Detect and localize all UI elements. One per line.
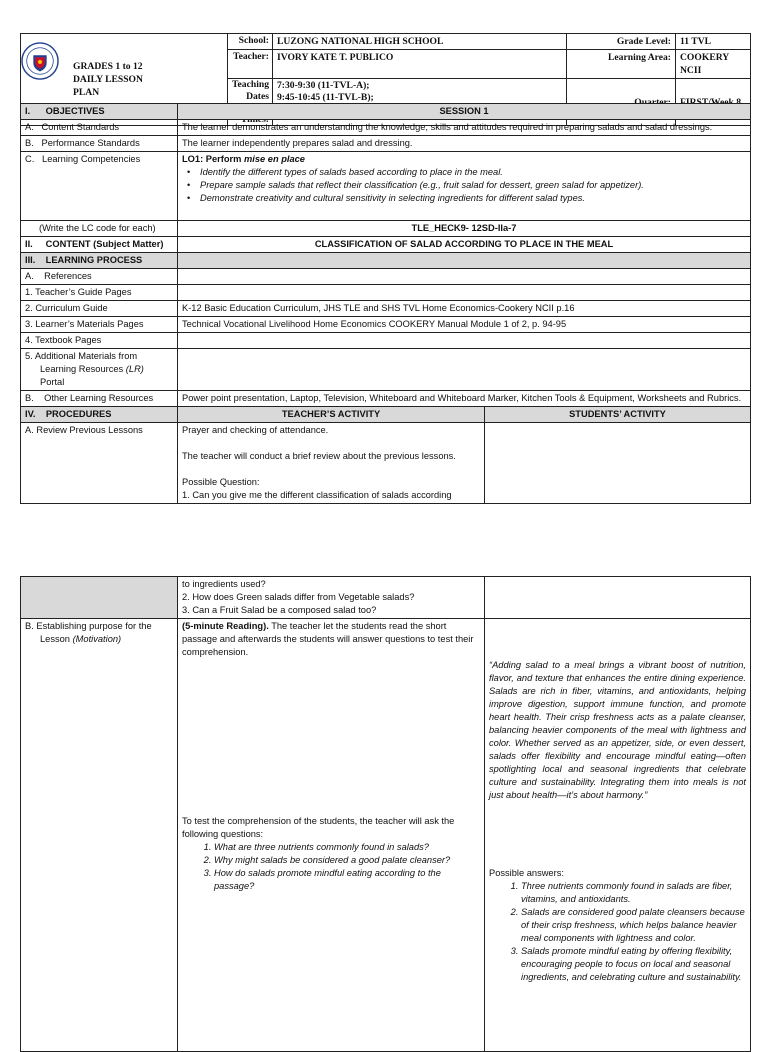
- answers-label: Possible answers:: [489, 868, 564, 878]
- question-item: 1. What are three nutrients commonly found in salads?: [214, 841, 480, 854]
- lc-item: • Prepare sample salads that reflect their classification (e.g., fruit salad for dessert, green salad for appetizer).: [200, 179, 746, 192]
- dlp-title: GRADES 1 to 12 DAILY LESSON PLAN: [21, 34, 228, 126]
- performance-standards-label: B. Performance Standards: [21, 136, 178, 152]
- teacher-label: Teacher:: [228, 50, 273, 79]
- quarter-value: FIRST/Week 8: [676, 79, 751, 126]
- review-teacher-activity: Prayer and checking of attendance. The teacher will conduct a brief review about the previous lessons. Possible Question: 1. Can you give me the different classification of salads according: [178, 423, 485, 504]
- other-resources-label: B. Other Learning Resources: [21, 391, 178, 407]
- area-label: Learning Area:: [567, 50, 676, 79]
- learning-process-heading: III. LEARNING PROCESS: [21, 253, 178, 269]
- times-value: 7:30-9:30 (11-TVL-A); 9:45-10:45 (11-TVL-B); 9:45-10:45 (11-TVL-ALS) Monday: [273, 79, 567, 126]
- learning-competencies-label: C. Learning Competencies: [21, 152, 178, 221]
- review-label: A. Review Previous Lessons: [21, 423, 178, 504]
- learning-competencies-value: [178, 152, 751, 221]
- purpose-teacher-activity: [178, 619, 485, 1052]
- additional-materials-label: 5. Additional Materials from Learning Resources (LR) Portal: [21, 349, 178, 391]
- lc-item: • Demonstrate creativity and cultural sensitivity in selecting ingredients for different salad types.: [200, 192, 746, 205]
- review-continued-teacher: to ingredients used? 2. How does Green salads differ from Vegetable salads? 3. Can a Fruit Salad be a composed salad too?: [178, 577, 485, 619]
- learners-materials-value: Technical Vocational Livelihood Home Economics COOKERY Manual Module 1 of 2, p. 94-95: [178, 317, 751, 333]
- curriculum-guide-value: K-12 Basic Education Curriculum, JHS TLE and SHS TVL Home Economics-Cookery NCII p.16: [178, 301, 751, 317]
- answer-item: 3. Salads promote mindful eating by offering flexibility, encouraging people to focus on local and seasonal ingredients, and celebrating culture and sustainability.: [521, 945, 746, 984]
- content-label: II. CONTENT (Subject Matter): [21, 237, 178, 253]
- procedures-heading: IV. PROCEDURES: [21, 407, 178, 423]
- answer-item: 2. Salads are considered good palate cleansers because of their crisp freshness, which helps balance heavier meal components with lightness and color.: [521, 906, 746, 945]
- grade-label: Grade Level:: [567, 34, 676, 50]
- dates-label: Teaching Dates and Times:: [228, 79, 273, 126]
- review-students-activity: [485, 423, 751, 504]
- answer-list: [489, 880, 746, 984]
- session-heading: SESSION 1: [178, 104, 751, 120]
- teacher-activity-heading: TEACHER’S ACTIVITY: [178, 407, 485, 423]
- lc-code-label: (Write the LC code for each): [21, 221, 178, 237]
- content-value: CLASSIFICATION OF SALAD ACCORDING TO PLACE IN THE MEAL: [178, 237, 751, 253]
- answer-item: 1. Three nutrients commonly found in salads are fiber, vitamins, and antioxidants.: [521, 880, 746, 906]
- question-list: [182, 841, 480, 893]
- purpose-students-activity: [485, 619, 751, 1052]
- learners-materials-label: 3. Learner’s Materials Pages: [21, 317, 178, 333]
- lesson-plan-table: [20, 103, 751, 504]
- school-label: School:: [228, 34, 273, 50]
- teachers-guide-label: 1. Teacher’s Guide Pages: [21, 285, 178, 301]
- teacher-value: IVORY KATE T. PUBLICO: [273, 50, 567, 79]
- lo-italic: mise en place: [244, 154, 305, 164]
- curriculum-guide-label: 2. Curriculum Guide: [21, 301, 178, 317]
- content-standards-value: The learner demonstrates an understanding the knowledge, skills and attitudes required in preparing salads and salad dressings.: [178, 120, 751, 136]
- references-label: A. References: [21, 269, 178, 285]
- area-value: COOKERY NCII: [676, 50, 751, 79]
- objectives-heading: I. OBJECTIVES: [21, 104, 178, 120]
- content-standards-label: A. Content Standards: [21, 120, 178, 136]
- school-value: LUZONG NATIONAL HIGH SCHOOL: [273, 34, 567, 50]
- review-continued-students: [485, 577, 751, 619]
- procedures-continued-table: [20, 576, 751, 1052]
- review-continued-label: [21, 577, 178, 619]
- question-item: 3. How do salads promote mindful eating according to the passage?: [214, 867, 480, 893]
- test-intro: To test the comprehension of the students, the teacher will ask the following questions:: [182, 816, 455, 839]
- lc-item: • Identify the different types of salads based according to place in the meal.: [200, 166, 746, 179]
- other-resources-value: Power point presentation, Laptop, Television, Whiteboard and Whiteboard Marker, Kitchen Tools & Equipment, Worksheets and Rubrics.: [178, 391, 751, 407]
- reading-text: The teacher let the students read the short passage and afterwards the students will answer questions to test their comprehension.: [182, 621, 474, 657]
- question-item: 2. Why might salads be considered a good palate cleanser?: [214, 854, 480, 867]
- students-activity-heading: STUDENTS’ ACTIVITY: [485, 407, 751, 423]
- textbook-label: 4. Textbook Pages: [21, 333, 178, 349]
- performance-standards-value: The learner independently prepares salad and dressing.: [178, 136, 751, 152]
- reading-passage: “Adding salad to a meal brings a vibrant boost of nutrition, flavor, and texture that enhances the entire dining experience. Salads are rich in fiber, vitamins, and antioxidants, helping improve digestion, support immune function, and promote heart health. Their crisp freshness acts as a palate cleanser, balancing heavier components of the meal with lightness and color. Whether served as an appetizer, side, or even dessert, salads offer flexibility and encourage mindful eating—often spotlighting local and seasonal ingredients that celebrate culture and sustainability. Integrating them into meals is not just about health—it’s about harmony.”: [489, 660, 746, 800]
- reading-bold: (5-minute Reading).: [182, 621, 269, 631]
- grade-value: 11 TVL: [676, 34, 751, 50]
- lc-code-value: TLE_HECK9- 12SD-IIa-7: [178, 221, 751, 237]
- lo-prefix: LO1: Perform: [182, 154, 244, 164]
- purpose-label: B. Establishing purpose for the Lesson (Motivation): [21, 619, 178, 1052]
- quarter-label: Quarter:: [567, 79, 676, 126]
- lc-list: [182, 166, 746, 205]
